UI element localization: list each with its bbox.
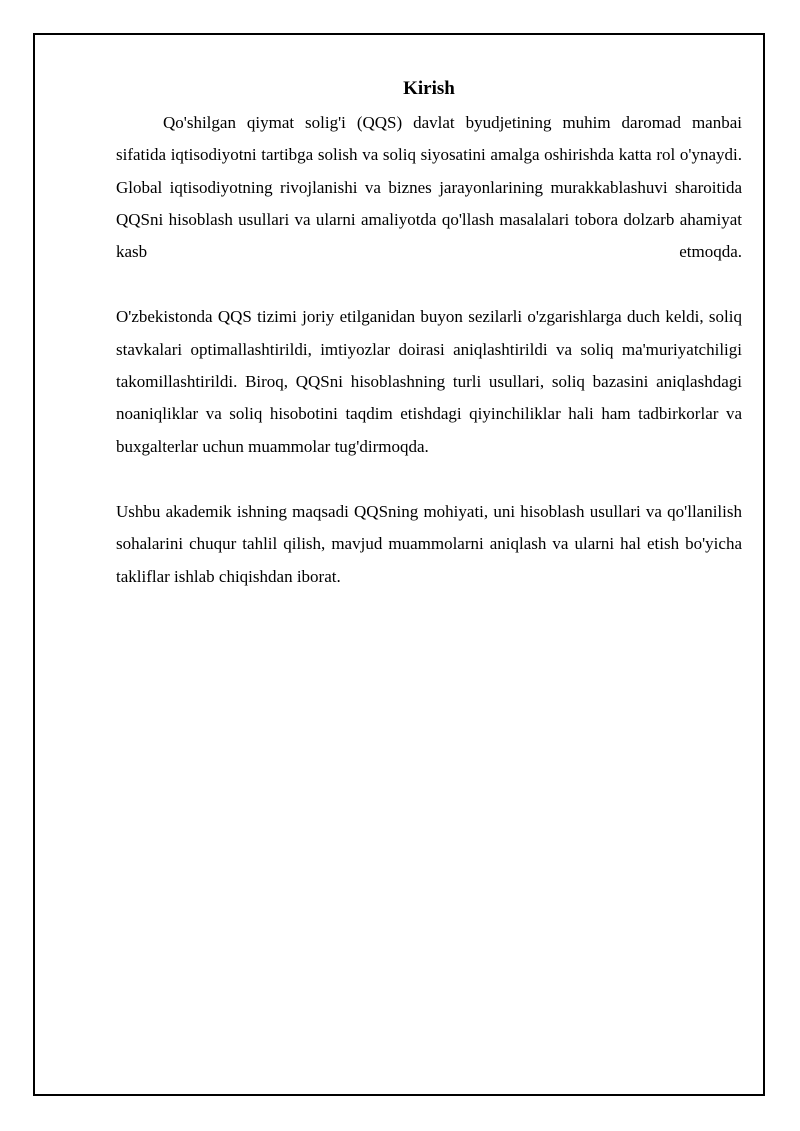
paragraph-uzbekistan: O'zbekistonda QQS tizimi joriy etilganidan buyon sezilarli o'zgarishlarga duch keldi, soliq stavkalari optimallashtirildi, imtiyozlar doirasi aniqlashtirildi va soliq ma'muriyatchiligi takomillashtirildi. Biroq, QQSni hisoblashning turli usullari, soliq bazasini aniqlashdagi noaniqliklar va soliq hisobotini taqdim etishdagi qiyinchiliklar hali ham tadbirkorlar va buxgalterlar uchun muammolar tug'dirmoqda. — [116, 307, 742, 456]
paragraph-intro: Qo'shilgan qiymat solig'i (QQS) davlat byudjetining muhim daromad manbai sifatida iqtisodiyotni tartibga solish va soliq siyosatini amalga oshirishda katta rol o'ynaydi. Global iqtisodiyotning rivojlanishi va biznes jarayonlarining murakkablashuvi sharoitida QQSni hisoblash usullari va ularni amaliyotda qo'llash masalalari tobora dolzarb ahamiyat kasb etmoqda. — [116, 113, 742, 262]
document-body — [116, 76, 742, 593]
paragraph-spacer — [116, 463, 742, 496]
paragraph-spacer — [116, 268, 742, 301]
paragraph-goal: Ushbu akademik ishning maqsadi QQSning mohiyati, uni hisoblash usullari va qo'llanilish sohalarini chuqur tahlil qilish, mavjud muammolarni aniqlash va ularni hal etish bo'yicha takliflar ishlab chiqishdan iborat. — [116, 501, 742, 586]
document-title: Kirish — [403, 78, 455, 99]
